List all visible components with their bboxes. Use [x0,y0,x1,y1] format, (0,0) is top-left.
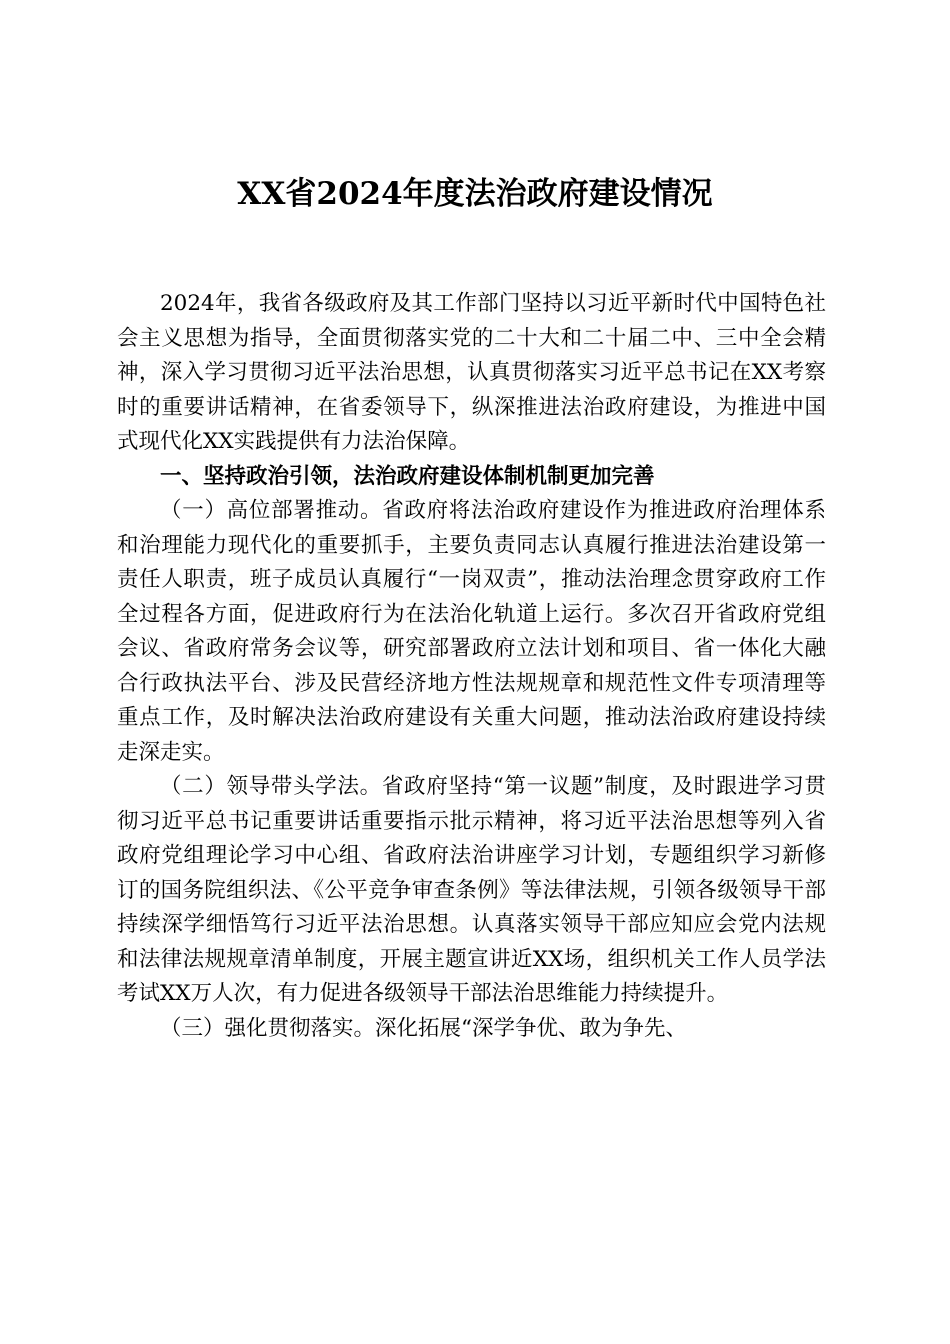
section-heading-1: 一、坚持政治引领，法治政府建设体制机制更加完善 [160,463,655,489]
paragraph-2: （二）领导带头学法。省政府坚持“第一议题”制度，及时跟进学习贯彻习近平总书记重要讲话重要指示批示精神，将习近平法治思想等列入省政府党组理论学习中心组、省政府法治讲座学习计划，专题组织学习新修订的国务院组织法、《公平竞争审查条例》等法律法规，引领各级领导干部持续深学细悟笃行习近平法治思想。认真落实领导干部应知应会党内法规和法律法规规章清单制度，开展主题宣讲近XX场，组织机关工作人员学法考试XX万人次，有力促进各级领导干部法治思维能力持续提升。 [117,774,826,1006]
paragraph-1: （一）高位部署推动。省政府将法治政府建设作为推进政府治理体系和治理能力现代化的重要抓手，主要负责同志认真履行推进法治建设第一责任人职责，班子成员认真履行“一岗双责”，推动法治理念贯穿政府工作全过程各方面，促进政府行为在法治化轨道上运行。多次召开省政府党组会议、省政府常务会议等，研究部署政府立法计划和项目、省一体化大融合行政执法平台、涉及民营经济地方性法规规章和规范性文件专项清理等重点工作，及时解决法治政府建设有关重大问题，推动法治政府建设持续走深走实。 [117,498,826,765]
paragraph-3: （三）强化贯彻落实。深化拓展“深学争优、敢为争先、 [160,1015,687,1041]
intro-paragraph: 2024年，我省各级政府及其工作部门坚持以习近平新时代中国特色社会主义思想为指导，全面贯彻落实党的二十大和二十届二中、三中全会精神，深入学习贯彻习近平法治思想，认真贯彻落实习近平总书记在XX考察时的重要讲话精神，在省委领导下，纵深推进法治政府建设，为推进中国式现代化XX实践提供有力法治保障。 [117,291,826,454]
document-body [117,287,826,1046]
document-title: XX省2024年度法治政府建设情况 [237,176,713,212]
